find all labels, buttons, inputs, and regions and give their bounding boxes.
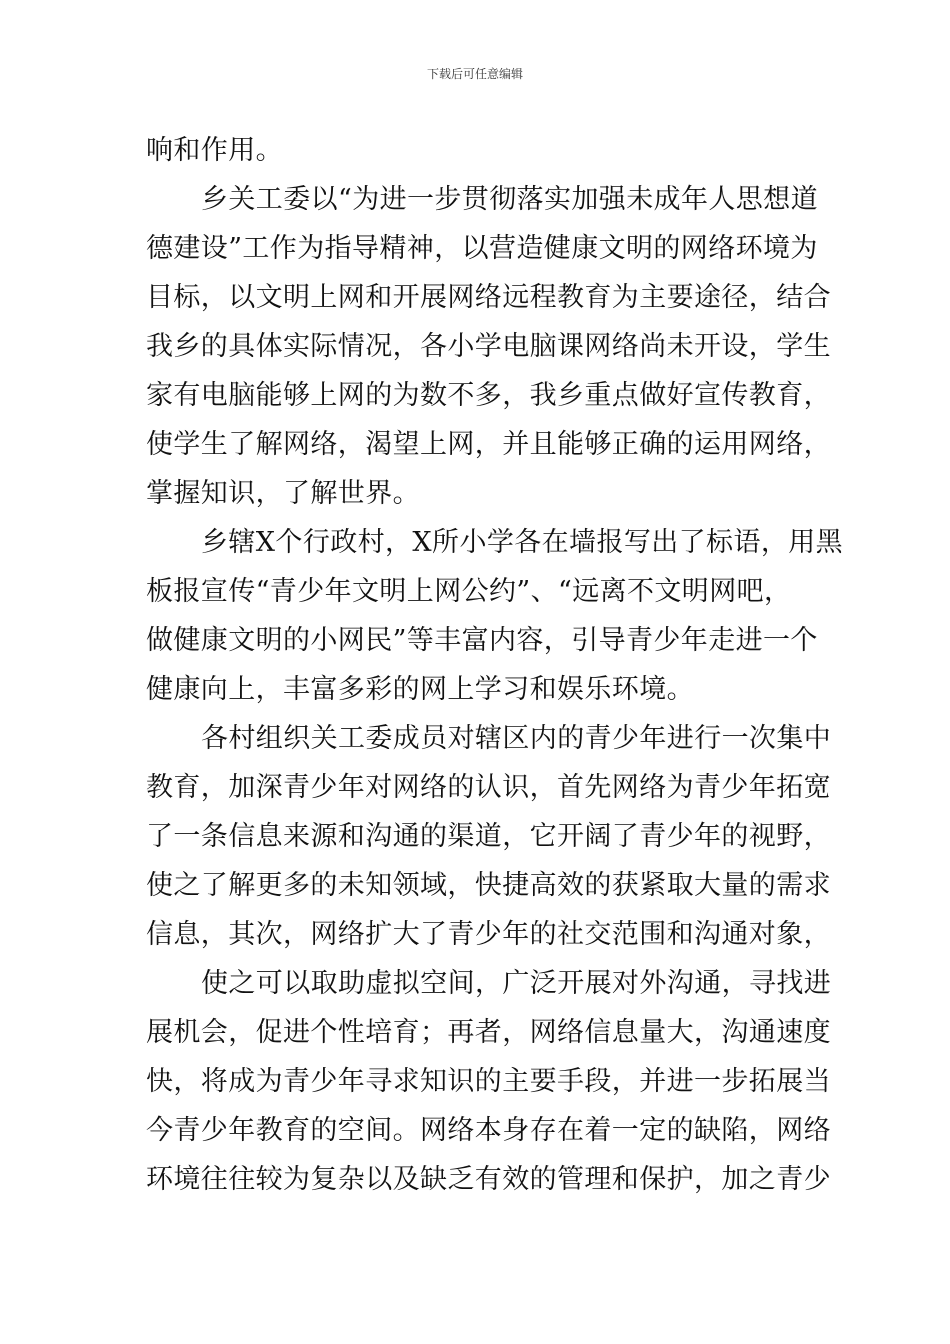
text-line: 今青少年教育的空间。网络本身存在着一定的缺陷，网络 bbox=[146, 1115, 831, 1146]
text-line: 我乡的具体实际情况，各小学电脑课网络尚未开设，学生 bbox=[146, 331, 831, 362]
text-line: 乡关工委以“为进一步贯彻落实加强未成年人思想道 bbox=[201, 184, 819, 215]
text-line: 了一条信息来源和沟通的渠道，它开阔了青少年的视野， bbox=[146, 821, 831, 852]
text-line: 教育，加深青少年对网络的认识，首先网络为青少年拓宽 bbox=[146, 772, 831, 803]
text-line: 做健康文明的小网民”等丰富内容，引导青少年走进一个 bbox=[146, 625, 818, 656]
text-line: 信息，其次，网络扩大了青少年的社交范围和沟通对象， bbox=[146, 919, 831, 950]
text-line: 乡辖X个行政村，X所小学各在墙报写出了标语，用黑 bbox=[201, 527, 844, 558]
text-line: 快，将成为青少年寻求知识的主要手段，并进一步拓展当 bbox=[146, 1066, 831, 1097]
text-line: 响和作用。 bbox=[146, 135, 283, 166]
text-line: 德建设”工作为指导精神，以营造健康文明的网络环境为 bbox=[146, 233, 818, 264]
text-line: 健康向上，丰富多彩的网上学习和娱乐环境。 bbox=[146, 674, 694, 705]
text-line: 各村组织关工委成员对辖区内的青少年进行一次集中 bbox=[201, 723, 832, 754]
text-line: 环境往往较为复杂以及缺乏有效的管理和保护，加之青少 bbox=[146, 1164, 831, 1195]
text-line: 掌握知识，了解世界。 bbox=[146, 478, 420, 509]
text-line: 使学生了解网络，渴望上网，并且能够正确的运用网络， bbox=[146, 429, 831, 460]
text-line: 目标，以文明上网和开展网络远程教育为主要途径，结合 bbox=[146, 282, 831, 313]
text-line: 使之可以取助虚拟空间，广泛开展对外沟通，寻找进 bbox=[201, 968, 832, 999]
text-line: 展机会，促进个性培育；再者，网络信息量大，沟通速度 bbox=[146, 1017, 831, 1048]
document-body bbox=[146, 126, 844, 1204]
text-line: 板报宣传“青少年文明上网公约”、“远离不文明网吧， bbox=[146, 576, 792, 607]
header-note: 下载后可任意编辑 bbox=[426, 67, 523, 81]
text-line: 家有电脑能够上网的为数不多，我乡重点做好宣传教育， bbox=[146, 380, 831, 411]
text-line: 使之了解更多的未知领域，快捷高效的获紧取大量的需求 bbox=[146, 870, 831, 901]
